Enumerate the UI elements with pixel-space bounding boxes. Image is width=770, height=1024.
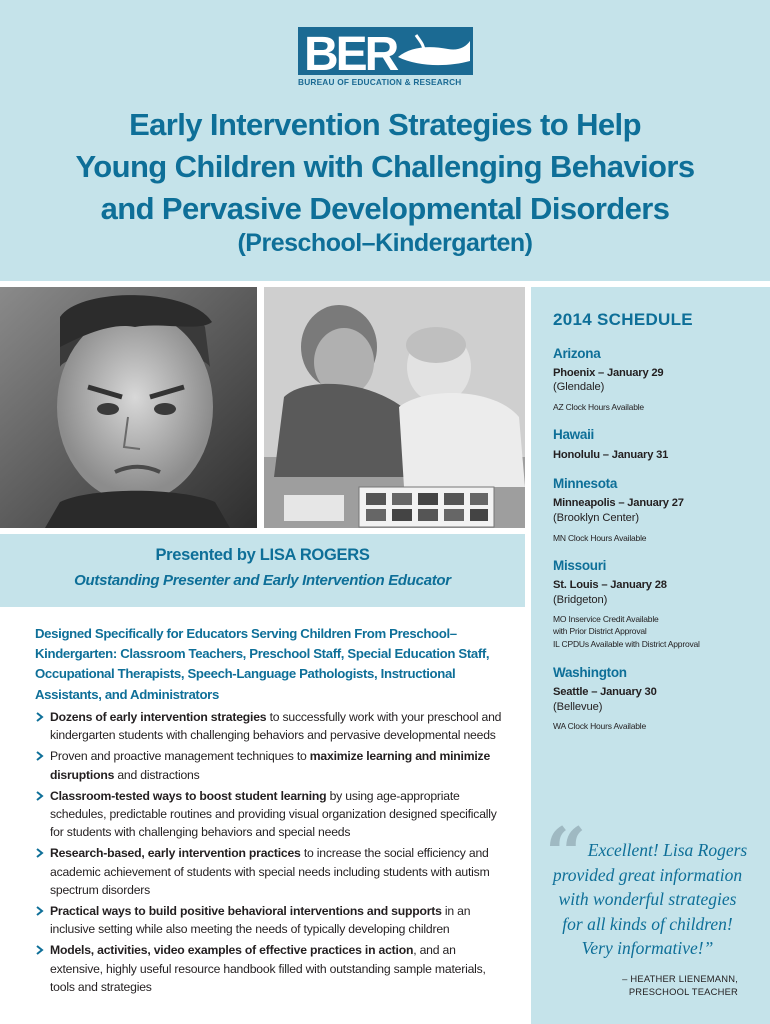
chevron-right-icon bbox=[35, 945, 45, 955]
benefit-highlight: Classroom-tested ways to boost student learning bbox=[50, 788, 327, 803]
benefit-highlight: Models, activities, video examples of effective practices in action bbox=[50, 943, 414, 958]
quote-mark-icon: “ bbox=[545, 811, 587, 896]
benefit-item bbox=[35, 708, 510, 744]
venue-glendale: (Glendale) bbox=[553, 381, 605, 393]
benefit-text: and distractions bbox=[114, 767, 200, 782]
benefit-text: to increase the social efficiency and academic achievement of students with special needs including students with autism spectrum disorders bbox=[50, 846, 490, 897]
benefit-item bbox=[35, 844, 510, 899]
benefit-list bbox=[35, 708, 510, 999]
logo-letters: BER bbox=[304, 28, 397, 81]
city-minneapolis: Minneapolis – January 27 bbox=[553, 497, 684, 509]
chevron-right-icon bbox=[35, 848, 45, 858]
venue-brooklyn-center: (Brooklyn Center) bbox=[553, 512, 639, 524]
benefit-text: , and an extensive, highly useful resource handbook filled with outstanding sample materials, tools and strategies bbox=[50, 943, 486, 994]
title-line-3: and Pervasive Developmental Disorders bbox=[100, 191, 670, 226]
note-il: IL CPDUs Available with District Approval bbox=[553, 639, 700, 649]
schedule-heading: 2014 SCHEDULE bbox=[553, 310, 693, 329]
quote-line-3: with wonderful strategies bbox=[558, 889, 737, 909]
title-line-1: Early Intervention Strategies to Help bbox=[129, 107, 641, 142]
state-missouri: Missouri bbox=[553, 558, 607, 573]
city-seattle: Seattle – January 30 bbox=[553, 686, 657, 698]
benefit-text: to successfully work with your preschool and kindergarten students with challenging behaviors and pervasive developmental needs bbox=[50, 710, 502, 743]
venue-bellevue: (Bellevue) bbox=[553, 701, 603, 713]
note-mo-2: with Prior District Approval bbox=[553, 626, 647, 636]
city-st-louis: St. Louis – January 28 bbox=[553, 579, 667, 591]
chevron-right-icon bbox=[35, 791, 45, 801]
benefit-item bbox=[35, 747, 510, 783]
benefit-highlight: maximize learning and minimize disruptions bbox=[50, 749, 491, 782]
benefit-text: by using age-appropriate schedules, predictable routines and providing visual organization designed specifically for students with challenging behaviors and special needs bbox=[50, 788, 497, 840]
page-subtitle: (Preschool–Kindergarten) bbox=[237, 229, 533, 257]
testimonial-attribution bbox=[560, 972, 738, 998]
chevron-right-icon bbox=[35, 906, 45, 916]
title-line-2: Young Children with Challenging Behaviors bbox=[75, 149, 695, 184]
state-hawaii: Hawaii bbox=[553, 427, 594, 442]
quote-line-1: Excellent! Lisa Rogers bbox=[587, 840, 748, 860]
photo-teacher-and-child bbox=[264, 287, 525, 528]
quote-line-2: provided great information bbox=[552, 864, 743, 885]
benefit-text: in an inclusive setting while also meeting the needs of typically developing children bbox=[50, 904, 471, 937]
quote-line-5: Very informative!” bbox=[581, 938, 714, 958]
benefit-item bbox=[35, 902, 510, 938]
presented-by: Presented by LISA ROGERS bbox=[155, 546, 370, 564]
benefit-text: Proven and proactive management techniques to bbox=[50, 749, 310, 764]
benefit-highlight: Practical ways to build positive behavioral interventions and supports bbox=[50, 904, 442, 919]
testimonial-quote bbox=[540, 838, 755, 961]
audience-statement: Designed Specifically for Educators Serving Children From Preschool–Kindergarten: Classroom Teachers, Preschool Staff, Special Education Staff, Occupational Therapists, Speech-Language Pathologists, Instructional Assistants, and Administrators bbox=[35, 626, 490, 702]
benefit-highlight: Dozens of early intervention strategies bbox=[50, 710, 267, 724]
page-title bbox=[0, 104, 770, 230]
note-az: AZ Clock Hours Available bbox=[553, 402, 644, 412]
attribution-author: – HEATHER LIENEMANN, bbox=[622, 973, 738, 984]
benefit-highlight: Research-based, early intervention practices bbox=[50, 846, 301, 861]
note-mn: MN Clock Hours Available bbox=[553, 533, 647, 543]
note-wa: WA Clock Hours Available bbox=[553, 721, 646, 731]
benefit-item bbox=[35, 787, 510, 842]
city-honolulu: Honolulu – January 31 bbox=[553, 449, 669, 461]
note-mo-1: MO Inservice Credit Available bbox=[553, 614, 659, 624]
photo-angry-boy bbox=[0, 287, 257, 528]
state-minnesota: Minnesota bbox=[553, 476, 618, 491]
benefit-item bbox=[35, 941, 510, 996]
state-washington: Washington bbox=[553, 665, 627, 680]
city-phoenix: Phoenix – January 29 bbox=[553, 367, 664, 379]
state-arizona: Arizona bbox=[553, 346, 601, 361]
chevron-right-icon bbox=[35, 751, 45, 761]
presenter-role: Outstanding Presenter and Early Intervention Educator bbox=[74, 572, 451, 589]
venue-bridgeton: (Bridgeton) bbox=[553, 594, 608, 606]
quote-line-4: for all kinds of children! bbox=[562, 913, 733, 934]
presenter-band bbox=[0, 534, 525, 607]
logo-org-name: BUREAU OF EDUCATION & RESEARCH bbox=[298, 77, 462, 87]
attribution-title: PRESCHOOL TEACHER bbox=[628, 986, 738, 997]
chevron-right-icon bbox=[35, 712, 45, 722]
